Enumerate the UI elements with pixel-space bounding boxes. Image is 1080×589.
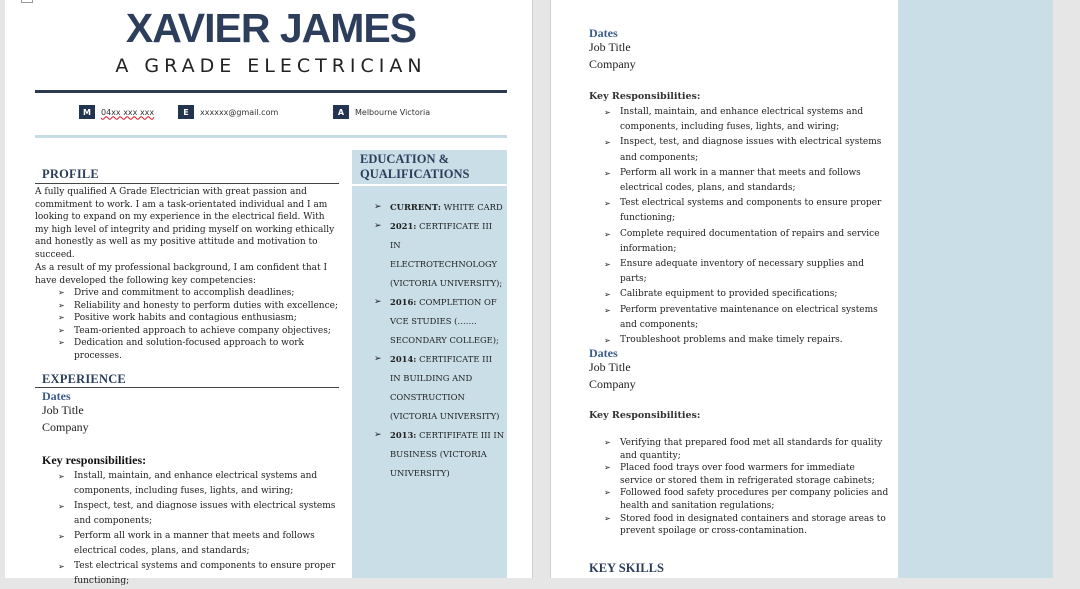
list-item: ➢ Perform all work in a manner that meets and follows electrical codes, plans, and standards; [58,529,343,559]
address-icon: A [333,105,349,119]
job-title: Job Title [589,360,631,374]
education-heading-line1: EDUCATION & [360,152,450,166]
experience-heading: EXPERIENCE [42,372,126,386]
list-item: ➢ Positive work habits and contagious enthusiasm; [58,312,343,325]
edu-text: WHITE CARD [443,202,503,212]
profile-heading: PROFILE [42,167,99,181]
email-icon: E [178,105,194,119]
header-divider [35,90,507,93]
list-item: ➢ Test electrical systems and components to ensure proper functioning; [604,196,889,226]
list-item: ➢ Perform all work in a manner that meets and follows electrical codes, plans, and standards; [604,166,889,196]
list-item: ➢ Inspect, test, and diagnose issues with electrical systems and components; [604,135,889,165]
education-sidebar [352,150,507,578]
contact-email-text: xxxxxx@gmail.com [200,107,279,117]
page-checkbox[interactable] [21,0,33,3]
list-item: ➢ Test electrical systems and components to ensure proper functioning; [58,559,343,589]
list-item: ➢ Drive and commitment to accomplish deadlines; [58,287,343,300]
competency-list [58,287,343,363]
contact-email [178,105,278,119]
list-item: ➢ Install, maintain, and enhance electrical systems and components, including fuses, lights, and wiring; [604,105,889,135]
job-dates: Dates [589,346,618,360]
edu-year: 2014: [390,354,417,364]
education-rule [352,184,507,186]
list-item [374,293,505,350]
list-item: ➢ Calibrate equipment to provided specifications; [604,287,889,302]
contact-mobile [79,105,154,119]
list-item: ➢ Stored food in designated containers and storage areas to prevent spoilage or cross-contamination. [604,513,889,538]
profile-paragraph-2: As a result of my professional background, I am confident that I have developed the following key competencies: [35,263,328,286]
list-item: ➢ Troubleshoot problems and make timely repairs. [604,333,889,348]
list-item: ➢ Reliability and honesty to perform duties with excellence; [58,300,343,313]
education-heading-line2: QUALIFICATIONS [360,167,470,181]
responsibilities-list [604,105,889,348]
list-item: ➢ Verifying that prepared food met all standards for quality and quantity; [604,437,889,462]
list-item: ➢ Placed food trays over food warmers for immediate service or stored them in refrigerated storage cabinets; [604,462,889,487]
contact-address-text: Melbourne Victoria [355,107,431,117]
key-skills-heading: KEY SKILLS [589,561,664,575]
edu-year: 2016: [390,297,417,307]
list-item: ➢ Ensure adequate inventory of necessary supplies and parts; [604,257,889,287]
education-heading [360,152,470,182]
list-item: ➢ Complete required documentation of repairs and service information; [604,227,889,257]
resume-page-2 [550,0,1052,578]
responsibilities-label: Key Responsibilities: [589,410,701,421]
list-item: ➢ Team-oriented approach to achieve company objectives; [58,325,343,338]
list-item [374,350,505,426]
mobile-icon: M [79,105,95,119]
page2-sidebar [898,0,1053,578]
responsibilities-list [58,469,343,589]
job-dates: Dates [42,389,71,403]
edu-text: COMPLETION OF VCE STUDIES (……. SECONDARY COLLEGE); [390,297,499,345]
responsibilities-label: Key Responsibilities: [589,91,701,102]
list-item: ➢ Install, maintain, and enhance electrical systems and components, including fuses, lights, and wiring; [58,469,343,499]
job-title: Job Title [589,40,631,54]
resume-page-1 [5,0,533,586]
job-title: Job Title [42,403,84,417]
list-item [374,198,505,217]
list-item: ➢ Inspect, test, and diagnose issues with electrical systems and components; [58,499,343,529]
profile-rule [35,183,339,184]
job-company: Company [589,57,636,71]
edu-text: CERTIFICATE III IN BUILDING AND CONSTRUCTION (VICTORIA UNIVERSITY) [390,354,500,421]
contact-divider [35,135,507,138]
edu-text: CERTIFIFATE III IN BUSINESS (VICTORIA UNIVERSITY) [390,430,505,478]
job-dates: Dates [589,26,618,40]
job-company: Company [42,420,89,434]
contact-address [333,105,430,119]
profile-paragraph-1: A fully qualified A Grade Electrician with great passion and commitment to work. I am a task-orientated individual and I am looking to expand on my experience in the electrical field. With my high level of integrity and priding myself on working ethically and honestly as well as my positive attitude and motivation to succeed. [35,187,335,260]
list-item [374,217,505,293]
list-item [374,426,505,483]
list-item: ➢ Dedication and solution-focused approach to work processes. [58,337,343,362]
candidate-title: A GRADE ELECTRICIAN [115,55,427,77]
responsibilities-list [604,437,889,538]
contact-mobile-text: 04xx xxx xxx [101,107,155,117]
list-item: ➢ Perform preventative maintenance on electrical systems and components; [604,303,889,333]
edu-year: CURRENT: [390,202,441,212]
edu-year: 2021: [390,221,417,231]
edu-text: CERTIFICATE III IN ELECTROTECHNOLOGY (VICTORIA UNIVERSITY); [390,221,503,288]
candidate-name: XAVIER JAMES [125,5,417,51]
experience-rule [35,387,339,388]
responsibilities-label: Key responsibilities: [42,453,147,467]
job-company: Company [589,377,636,391]
edu-year: 2013: [390,430,417,440]
list-item: ➢ Followed food safety procedures per company policies and health and sanitation regulations; [604,487,889,512]
education-list [374,198,505,483]
